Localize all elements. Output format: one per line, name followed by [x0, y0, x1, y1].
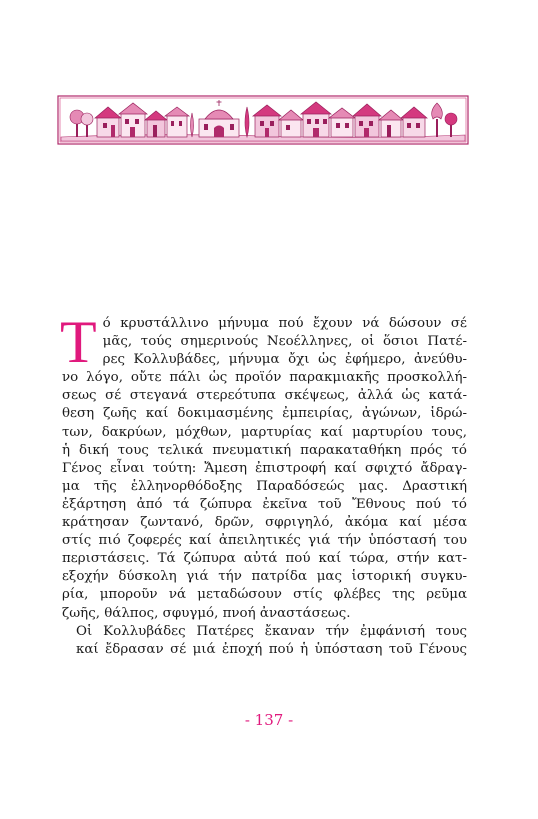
text-line: κράτησαν ζωντανό, δρῶν, σφριγηλό, ἀκόμα καί μέσα [62, 515, 467, 531]
text-line: Οἱ Κολλυβάδες Πατέρες ἔκαναν τήν ἐμφάνισή τους [76, 623, 467, 639]
church-dome [199, 100, 239, 137]
tree-left [70, 110, 93, 137]
paragraph-2 [62, 623, 467, 659]
text-line: σεως σέ στεγανά στερεότυπα σκέψεως, ἀλλά ὡς κατά- [62, 388, 467, 404]
village-houses-banner [57, 95, 469, 145]
text-line: νο λόγο, οὔτε πάλι ὡς προϊόν παρακμιακῆς προσκολλή- [62, 370, 467, 386]
text-line: ἡ δική τους τελικά πνευματική παρακαταθήκη πρός τό [62, 442, 467, 458]
text-line: μα τῆς ἑλληνορθόδοξης Παραδόσεώς μας. Δραστική [62, 478, 467, 494]
text-line: θεση ζωῆς καί δοκιμασμένης ἐμπειρίας, ἀγώνων, ἱδρώ- [62, 406, 467, 422]
text-line: ζωῆς, θάλπος, σφυγμό, πνοή ἀναστάσεως. [62, 605, 351, 621]
drop-cap: Τ [60, 309, 97, 375]
houses-left [95, 103, 189, 137]
page-number: - 137 - [244, 711, 294, 729]
body-text [60, 309, 467, 659]
text-line: εξοχήν δύσκολη γιά τήν πατρίδα μας ἱστορική συγκυ- [62, 569, 467, 585]
houses-right [253, 102, 427, 137]
text-line: ό κρυστάλλινο μήνυμα πού ἔχουν νά δώσουν σέ [102, 316, 467, 331]
text-line: Γένος εἶναι τούτη: Ἄμεση ἐπιστροφή καί σφιχτό ἄδραγ- [62, 460, 467, 476]
text-line: μᾶς, τούς σημερινούς Νεοέλληνες, οἱ ὅσιοι Πατέ- [102, 334, 467, 350]
text-line: ρες Κολλυβάδες, μήνυμα ὄχι ὡς ἐφήμερο, ἀνεύθυ- [102, 352, 467, 368]
tree-right [432, 103, 457, 137]
text-line: ρία, μποροῦν νά μεταδώσουν στίς φλέβες της ρεῦμα [62, 587, 467, 603]
village-illustration [57, 95, 469, 145]
paragraph-1 [60, 309, 467, 623]
text-line: στίς πιό ζοφερές καί ἀπειλητικές γιά τήν ὑπόστασή του [62, 533, 467, 549]
text-line: περιστάσεις. Τά ζώπυρα αὐτά πού καί τώρα, στήν κατ- [62, 551, 467, 567]
paragraph-1-lines [60, 309, 467, 623]
text-line: καί ἔδρασαν σέ μιά ἐποχή πού ἡ ὑπόσταση τοῦ Γένους [76, 641, 467, 657]
text-line: ἐξάρτηση ἀπό τά ζώπυρα ἐκεῖνα τοῦ Ἔθνους πού τό [62, 496, 467, 512]
text-line: των, δακρύων, μόχθων, μαρτυρίας καί μαρτυρίου τους, [62, 424, 467, 440]
paragraph-2-lines [62, 623, 467, 659]
